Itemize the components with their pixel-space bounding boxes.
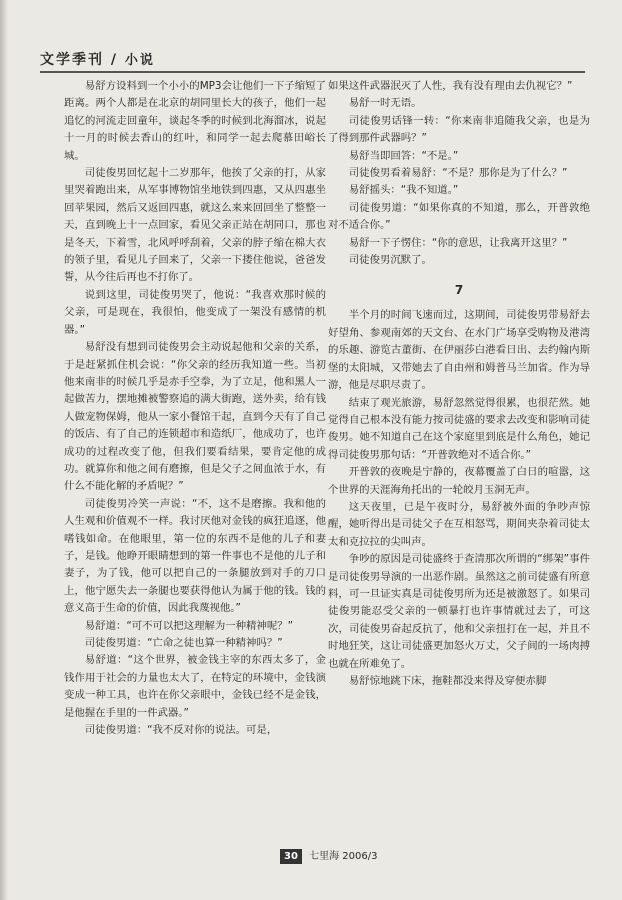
paragraph: 这天夜里，已是午夜时分，易舒被外面的争吵声惊醒，她听得出是司徒父子在互相怒骂，期间夹杂着司徒太太和克拉拉的尖叫声。 [328, 500, 590, 548]
paragraph: 如果这件武器泯灭了人性，我有没有理由去仇视它？” [328, 80, 573, 92]
page-header [40, 45, 585, 73]
magazine-column-name: 文学季刊 [40, 52, 104, 68]
paragraph: 易舒道：“可不可以把这理解为一种精神呢？” [84, 619, 293, 632]
paragraph: 易舒摇头：“我不知道。” [348, 184, 459, 197]
paragraph: 司徒俊男冷笑一声说：“不，这不是磨擦。我和他的人生观和价值观不一样。我讨厌他对金钱的疯狂追逐，他嗜钱如命。在他眼里，第一位的东西不是他的儿子和妻子，是钱。他睁开眼睛想到的第一件事也不是他的儿子和妻子，为了钱，他可以把自己的一条腿放到对手的刀口上，他宁愿失去一条腿也要获得他认为属于他的钱。钱的意义高于生命的价值，因此我蔑视他。” [64, 497, 326, 615]
paragraph: 易舒方设料到一个小小的MP3会让他们一下子缩短了距离。两个人都是在北京的胡同里长大的孩子，他们一起追忆的河流走回童年，谈起冬季的时候到北海溜冰，说起十一月的时候去香山的红叶，和同学一起去爬慕田峪长城。 [64, 80, 326, 162]
paragraph: 司徒俊男沉默了。 [348, 254, 432, 267]
paragraph: 司徒俊男道：“如果你真的不知道，那么，开普敦绝对不适合你。” [328, 201, 590, 232]
paragraph: 司徒俊男话锋一转：“你来南非追随我父亲，也是为了得到那件武器吗？” [328, 114, 590, 145]
issue-number: 2006/3 [342, 851, 378, 862]
page-number: 30 [280, 849, 302, 864]
paragraph: 易舒惊地跳下床，拖鞋都没来得及穿便赤脚 [348, 675, 547, 687]
header-title [40, 49, 155, 69]
paragraph: 易舒一时无语。 [348, 97, 422, 110]
paragraph: 说到这里，司徒俊男哭了，他说：“我喜欢那时候的父亲，可是现在，我很怕，他变成了一架没有感情的机器。” [64, 288, 326, 336]
paragraph: 开普敦的夜晚是宁静的，夜幕覆盖了白日的喧嚣，这个世界的天涯海角托出的一轮皎月玉洞无声。 [328, 466, 590, 496]
left-column [64, 78, 326, 739]
binding-shadow [0, 0, 8, 900]
magazine-name: 七里海 [309, 851, 340, 862]
paragraph: 易舒没有想到司徒俊男会主动说起他和父亲的关系，于是赶紧抓住机会说：“你父亲的经历我知道一些。当初他来南非的时候几乎是赤手空拳，为了立足，他和黑人一起做苦力，摆地摊被警察追的满大街跑，送外卖，给有钱人做宠物保姆，他从一家小餐馆干起，直到今天有了自己的饭店、有了自己的连锁超市和造纸厂，他成功了，也许成功的过程改变了他，但我们要看结果，要肯定他的成功。就算你和他之间有磨擦，但是父子之间血浓于水，有什么不能化解的矛盾呢？” [64, 341, 326, 493]
paragraph: 司徒俊男回忆起十二岁那年，他挨了父亲的打，从家里哭着跑出来，从军事博物馆坐地铁到四惠，又从四惠坐回苹果园，然后又返回四惠，就这么来来回回坐了整整一天，直到晚上十一点回家，看见父亲正站在胡同口，那也是冬天，下着雪，北风呼呼刮着，父亲的脖子缩在棉大衣的领子里，看见儿子回来了，父亲一下搂住他说，爸爸发誓，从今往后再也不打你了。 [64, 167, 326, 284]
right-column [328, 78, 590, 690]
paragraph: 结束了观光旅游，易舒忽然觉得很累，也很茫然。她觉得自己根本没有能力按司徒盛的要求去改变和影响司徒俊男。她不知道自己在这个家庭里到底是什么角色，她记得司徒俊男那句话：“开普敦绝对不适合你。” [328, 396, 590, 461]
paragraph: 易舒道：“这个世界，被金钱主宰的东西太多了，金钱作用于社会的力量也太大了，在特定的环境中，金钱演变成一种工具，也许在你父亲眼中，金钱已经不是金钱，是他握在手里的一件武器。” [64, 654, 326, 719]
paragraph: 司徒俊男看着易舒：“不是？那你是为了什么？” [348, 167, 568, 180]
paragraph: 司徒俊男道：“我不反对你的说法。可是， [84, 724, 278, 737]
paragraph: 司徒俊男道：“亡命之徒也算一种精神吗？” [84, 637, 283, 649]
header-separator: / [110, 52, 118, 68]
section-number: 7 [454, 283, 464, 298]
paragraph: 半个月的时间飞速而过，这期间，司徒俊男带易舒去好望角、参观南郊的天文台、在水门广场享受购物及港湾的乐趣、游览古董街、在伊丽莎白港看日出、去约翰内斯堡的太阳城，又带她去了自由州和姆普马兰加省。作为导游，他是尽职尽责了。 [328, 309, 590, 392]
section-name: 小说 [124, 53, 155, 68]
paragraph: 易舒一下子愣住：“你的意思，让我离开这里？” [348, 236, 568, 249]
page-footer [280, 847, 377, 867]
paragraph: 易舒当即回答：“不是。” [348, 149, 459, 162]
paragraph: 争吵的原因是司徒盛终于查清那次所谓的“绑架”事件是司徒俊男导演的一出恶作剧。虽然这之前司徒盛有所意料，可一旦证实真是司徒俊男所为还是被激怒了。如果司徒俊男能忍受父亲的一顿暴打也许事情就过去了，可这次，司徒俊男奋起反抗了，他和父亲扭打在一起，并且不时地狂笑，这让司徒盛更加怒火万丈，父子间的一场肉搏也就在所难免了。 [328, 553, 590, 670]
